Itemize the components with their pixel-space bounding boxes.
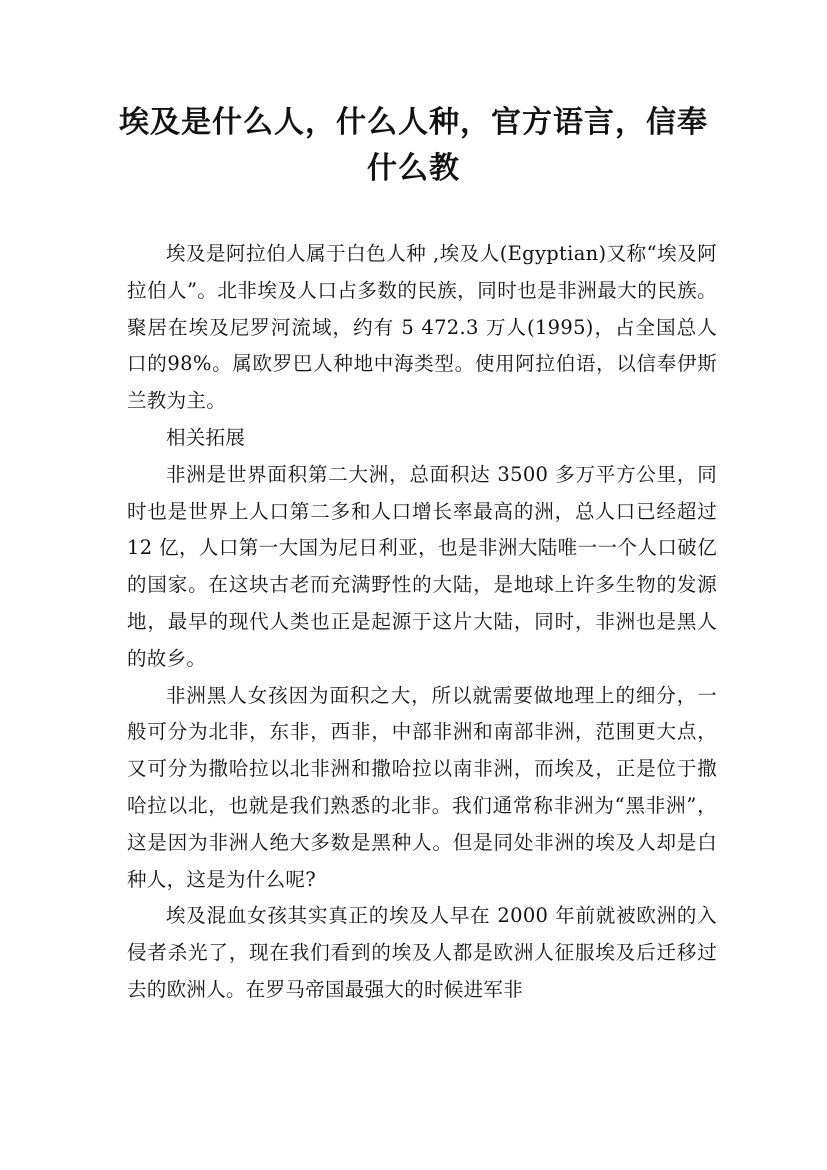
paragraph-africa: 非洲是世界面积第二大洲，总面积达 3500 多万平方公里，同时也是世界上人口第二多和人口增长率最高的洲，总人口已经超过 12 亿，人口第一大国为尼日利亚，也是非洲大陆唯一一个人口破亿的国家。在这块古老而充满野性的大陆，是地球上许多生物的发源地，最早的现代人类也正是起源于这片大陆，同时，非洲也是黑人的故乡。 (127, 462, 717, 670)
document-title: 埃及是什么人，什么人种，官方语言，信奉什么教 (119, 105, 708, 186)
document-body (127, 236, 717, 1009)
paragraph-history: 埃及混血女孩其实真正的埃及人早在 2000 年前就被欧洲的入侵者杀光了，现在我们看到的埃及人都是欧洲人征服埃及后迁移过去的欧洲人。在罗马帝国最强大的时候进军非 (127, 904, 717, 1001)
paragraph-intro: 埃及是阿拉伯人属于白色人种 ,埃及人(Egyptian)又称“埃及阿拉伯人”。北非埃及人口占多数的民族，同时也是非洲最大的民族。聚居在埃及尼罗河流域，约有 5 472.3 万人(1995)，占全国总人口的98%。属欧罗巴人种地中海类型。使用阿拉伯语，以信奉伊斯兰教为主。 (127, 242, 717, 413)
paragraph-regions: 非洲黑人女孩因为面积之大，所以就需要做地理上的细分，一般可分为北非，东非，西非，中部非洲和南部非洲，范围更大点，又可分为撒哈拉以北非洲和撒哈拉以南非洲，而埃及，正是位于撒哈拉以北，也就是我们熟悉的北非。我们通常称非洲为“黑非洲”，这是因为非洲人绝大多数是黑种人。但是同处非洲的埃及人却是白种人，这是为什么呢? (127, 683, 717, 891)
section-heading-related: 相关拓展 (166, 425, 246, 449)
